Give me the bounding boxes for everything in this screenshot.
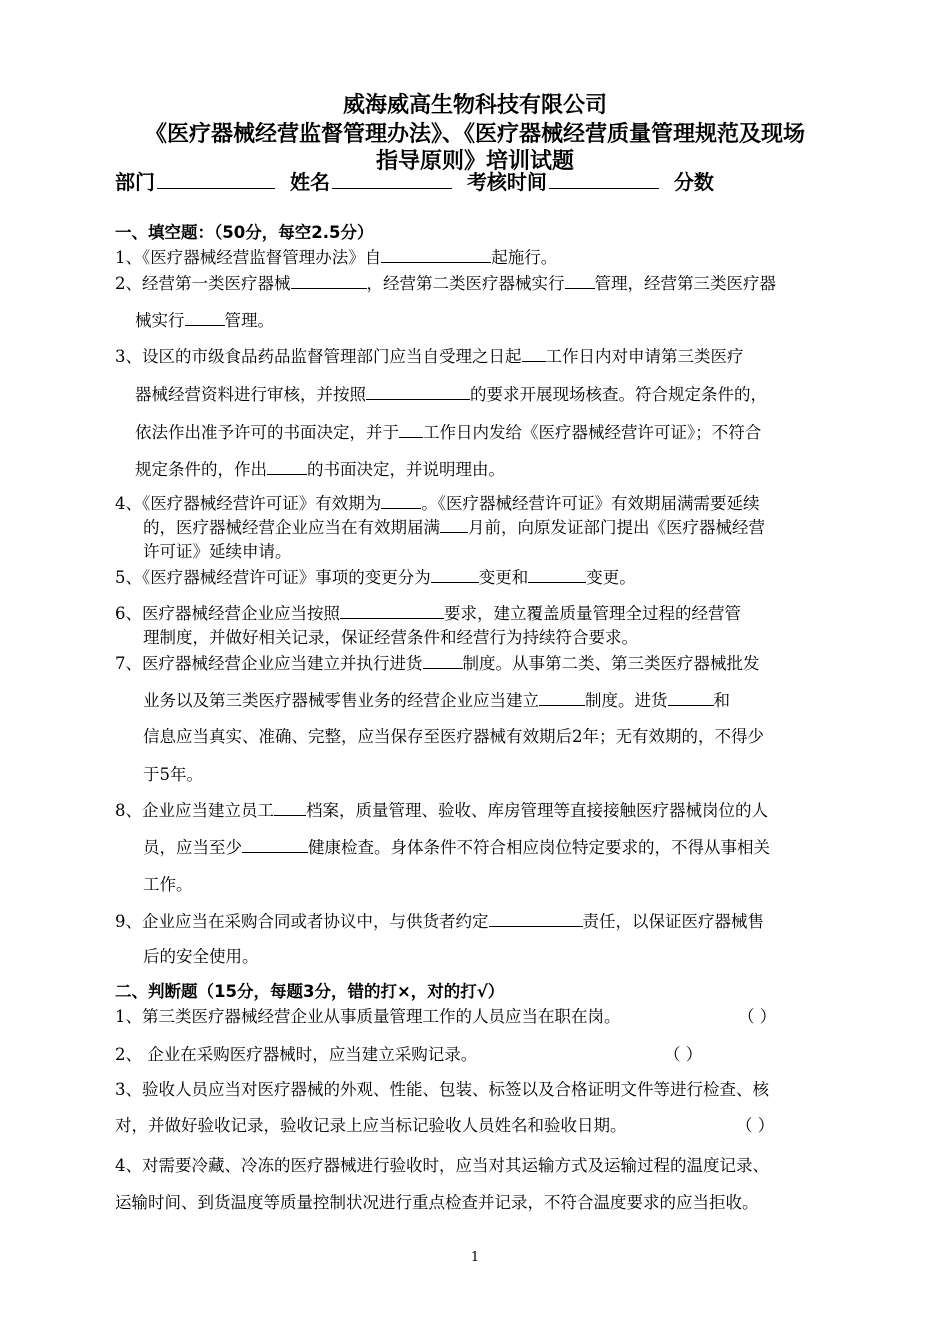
time-blank[interactable]	[549, 170, 659, 189]
blank[interactable]	[242, 836, 308, 853]
blank[interactable]	[291, 272, 367, 289]
dept-blank[interactable]	[157, 170, 275, 189]
blank[interactable]	[565, 272, 595, 289]
blank[interactable]	[489, 910, 583, 927]
exam-page: 威海威高生物科技有限公司 《医疗器械经营监督管理办法》、《医疗器械经营质量管理规范及现场 指导原则》培训试题 部门 姓名 考核时间 分数 一、填空题：（50分，每空2.5分） 1、《医疗器械经营监督管理办法》自 起施行。 2、经营第一类医疗器械 ，经营第二类医疗器械实行 管理，经营第三类医疗器 械实行 管理。 3、设区的市级食品药品监督管理部门应当自受理之日起 工作日内对申请第三类医疗 器械经营资料进行审核，并按照 的要求开展现场核查。符合规定条件的， 依法作出准予许可的书面决定，并于 工作日内发给《医疗器械经营许可证》；不符合 规定条件的，作出 的书面决定，并说明理由。 4、《医疗器械经营许可证》有效期为 。《医疗器械经营许可证》有效期届满需要延续 的，医疗器械经营企业应当在有效期届满 月前，向原发证部门提出《医疗器械经营 许可证》延续申请。 5、《医疗器械经营许可证》事项的变更分为 变更和 变更。 6、医疗器械经营企业应当按照 要求，建立覆盖质量管理全过程的经营管 理制度，并做好相关记录，保证经营条件和经营行为持续符合要求。 7、医疗器械经营企业应当建立并执行进货 制度。从事第二类、第三类医疗器械批发 业务以及第三类医疗器械零售业务的经营企业应当建立 制度。进货 和 信息应当真实、准确、完整，应当保存至医疗器械有效期后2年；无有效期的，不得少 于5年。 8、企业应当建立员工 档案，质量管理、验收、库房管理等直接接触医疗器械岗位的人 员，应当至少 健康检查。身体条件不符合相应岗位特定要求的，不得从事相关 工作。 9、企业应当在采购合同或者协议中，与供货者约定 责任，以保证医疗器械售 后的安全使用。 二、判断题（15分，每题3分，错的打×，对的打√） 1、第三类医疗器械经营企业从事质量管理工作的人员应当在职在岗。 （ ） 2、 企业在采购医疗器械时，应当建立采购记录。 （ ） 3、验收人员应当对医疗器械的外观、性能、包装、标签以及合格证明文件等进行检查、核 对，并做好验收记录，验收记录上应当标记验收人员姓名和验收日期。 （ ） 4、对需要冷藏、冷冻的医疗器械进行验收时，应当对其运输方式及运输过程的温度记录、 运输时间、到货温度等质量控制状况进行重点检查并记录，不符合温度要求的应当拒收。 1	[0, 0, 950, 1344]
blank[interactable]	[522, 345, 546, 362]
blank[interactable]	[440, 516, 468, 533]
blank[interactable]	[539, 689, 585, 706]
dept-label: 部门	[115, 170, 155, 194]
section-fill-in-heading: 一、填空题：（50分，每空2.5分）	[115, 223, 374, 242]
blank[interactable]	[185, 309, 225, 326]
page-number: 1	[470, 1250, 480, 1265]
blank[interactable]	[267, 458, 307, 475]
section-judgement-heading: 二、判断题（15分，每题3分，错的打×，对的打√）	[115, 982, 505, 1001]
company-title: 威海威高生物科技有限公司	[342, 93, 607, 118]
name-blank[interactable]	[332, 170, 452, 189]
blank[interactable]	[423, 652, 463, 669]
blank[interactable]	[340, 602, 444, 619]
blank[interactable]	[431, 566, 479, 583]
candidate-info-row	[115, 166, 714, 195]
exam-title-line-2: 《医疗器械经营监督管理办法》、《医疗器械经营质量管理规范及现场	[144, 122, 805, 147]
blank[interactable]	[668, 689, 714, 706]
blank[interactable]	[381, 492, 421, 509]
name-label: 姓名	[289, 170, 330, 194]
answer-paren-2[interactable]: （ ）	[664, 1045, 703, 1064]
time-label: 考核时间	[466, 170, 547, 194]
exam-title-line-3: 指导原则》培训试题	[375, 149, 574, 174]
blank[interactable]	[381, 246, 491, 263]
blank[interactable]	[366, 383, 470, 400]
answer-paren-1[interactable]: （ ）	[738, 1007, 777, 1026]
score-label: 分数	[673, 170, 714, 194]
blank[interactable]	[274, 799, 306, 816]
blank[interactable]	[399, 421, 423, 438]
blank[interactable]	[528, 566, 586, 583]
answer-paren-3[interactable]: （ ）	[736, 1116, 775, 1135]
